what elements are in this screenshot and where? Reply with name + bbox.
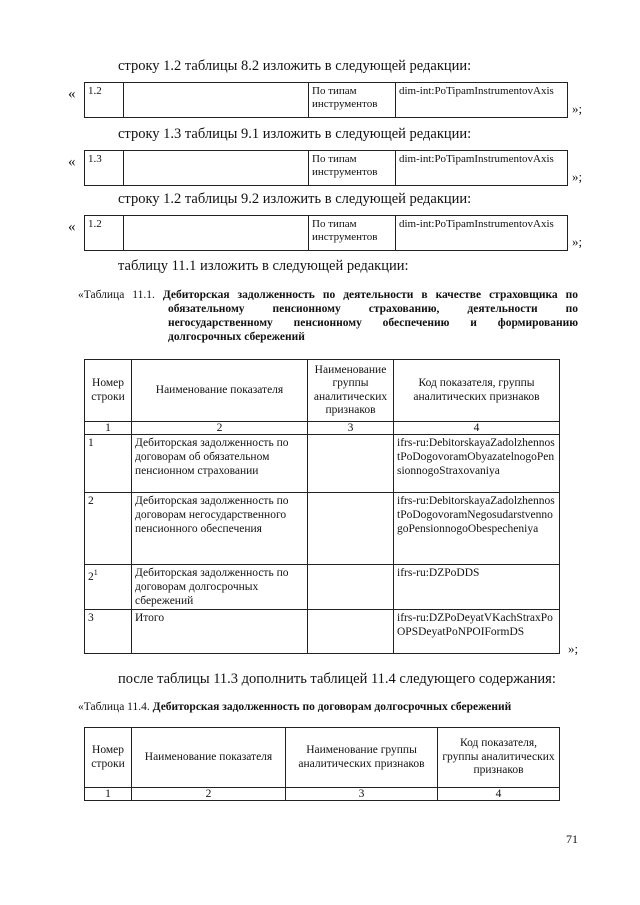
row-number-cell: 1	[85, 435, 132, 493]
row-group-cell	[308, 565, 394, 610]
column-number-cell: 3	[286, 788, 438, 801]
intro-paragraph-2: строку 1.3 таблицы 9.1 изложить в следующей редакции:	[118, 126, 472, 142]
column-number-cell: 2	[132, 422, 308, 435]
table-row	[85, 565, 560, 610]
table-row	[68, 82, 583, 118]
header-cell: Код показателя, группы аналитических признаков	[394, 360, 560, 422]
column-number-cell: 4	[438, 788, 560, 801]
row-number: 2	[88, 570, 94, 583]
column-number-cell: 1	[85, 788, 132, 801]
row-name-cell	[123, 82, 309, 118]
header-cell: Наименование показателя	[132, 360, 308, 422]
caption-prefix: «Таблица 11.1.	[78, 289, 155, 301]
row-group-cell	[308, 610, 394, 654]
header-cell: Наименование группы аналитических признаков	[286, 728, 438, 788]
close-quote: »;	[572, 101, 583, 116]
row-name-cell	[123, 215, 309, 251]
row-code-cell: ifrs-ru:DZPoDDS	[394, 565, 560, 610]
header-cell: Номер строки	[85, 360, 132, 422]
intro-paragraph-3: строку 1.2 таблицы 9.2 изложить в следующей редакции:	[118, 191, 472, 207]
row-code-cell: ifrs-ru:DebitorskayaZadolzhennostPoDogovoramObyazatelnogoPensionnogoStraxovaniya	[394, 435, 560, 493]
open-quote: «	[68, 219, 76, 235]
row-code-cell: dim-int:PoTipamInstrumentovAxis	[395, 82, 568, 118]
open-quote: «	[68, 86, 76, 102]
row-name-cell: Дебиторская задолженность по договорам долгосрочных сбережений	[132, 565, 308, 610]
row-code-cell: ifrs-ru:DZPoDeyatVKachStraxPoOPSDeyatPoNPOIFormDS	[394, 610, 560, 654]
close-quote: »;	[568, 641, 579, 656]
row-group-cell	[308, 435, 394, 493]
row-number-cell: 1.2	[84, 82, 124, 118]
row-group-cell: По типам инструментов	[308, 150, 396, 186]
row-group-cell: По типам инструментов	[308, 215, 396, 251]
row-name-cell: Дебиторская задолженность по договорам негосударственного пенсионного обеспечения	[132, 493, 308, 565]
intro-paragraph-5: после таблицы 11.3 дополнить таблицей 11.4 следующего содержания:	[118, 671, 556, 687]
row-group-cell: По типам инструментов	[308, 82, 396, 118]
row-number-cell: 3	[85, 610, 132, 654]
page-number: 71	[566, 832, 578, 846]
caption-prefix: «Таблица 11.4.	[78, 701, 150, 713]
row-code-cell: dim-int:PoTipamInstrumentovAxis	[395, 215, 568, 251]
intro-paragraph-4: таблицу 11.1 изложить в следующей редакции:	[118, 258, 409, 274]
open-quote: «	[68, 154, 76, 170]
row-code-cell: dim-int:PoTipamInstrumentovAxis	[395, 150, 568, 186]
row-name-cell: Дебиторская задолженность по договорам об обязательном пенсионном страховании	[132, 435, 308, 493]
close-quote: »;	[572, 169, 583, 184]
row-name-cell: Итого	[132, 610, 308, 654]
table-row	[85, 493, 560, 565]
table-11-1-caption	[78, 288, 578, 344]
row-number-cell	[85, 565, 132, 610]
header-cell: Номер строки	[85, 728, 132, 788]
caption-text: Дебиторская задолженность по договорам долгосрочных сбережений	[152, 701, 512, 713]
table-row	[68, 150, 583, 186]
column-number-cell: 2	[132, 788, 286, 801]
table-row	[85, 435, 560, 493]
close-quote: »;	[572, 234, 583, 249]
caption-text: Дебиторская задолженность по деятельности в качестве страховщика по обязательному пенсионному страхованию, деятельности по негосударственному пенсионному обеспечению и формированию долгосрочных сбережений	[162, 289, 578, 343]
header-cell: Наименование группы аналитических признаков	[308, 360, 394, 422]
table-11-1	[84, 359, 560, 654]
row-code-cell: ifrs-ru:DebitorskayaZadolzhennostPoDogovoramNegosudarstvennogoPensionnogoObespecheniya	[394, 493, 560, 565]
row-group-cell	[308, 493, 394, 565]
table-11-4	[84, 727, 560, 801]
row-name-cell	[123, 150, 309, 186]
table-row	[85, 610, 560, 654]
column-number-cell: 4	[394, 422, 560, 435]
intro-paragraph-1: строку 1.2 таблицы 8.2 изложить в следующей редакции:	[118, 58, 472, 74]
row-number-superscript: 1	[93, 568, 98, 577]
header-cell: Наименование показателя	[132, 728, 286, 788]
column-number-cell: 3	[308, 422, 394, 435]
row-number-cell: 1.2	[84, 215, 124, 251]
row-number-cell: 2	[85, 493, 132, 565]
header-cell: Код показателя, группы аналитических признаков	[438, 728, 560, 788]
table-11-4-caption	[78, 700, 511, 714]
row-number-cell: 1.3	[84, 150, 124, 186]
table-row	[68, 215, 583, 251]
column-number-cell: 1	[85, 422, 132, 435]
